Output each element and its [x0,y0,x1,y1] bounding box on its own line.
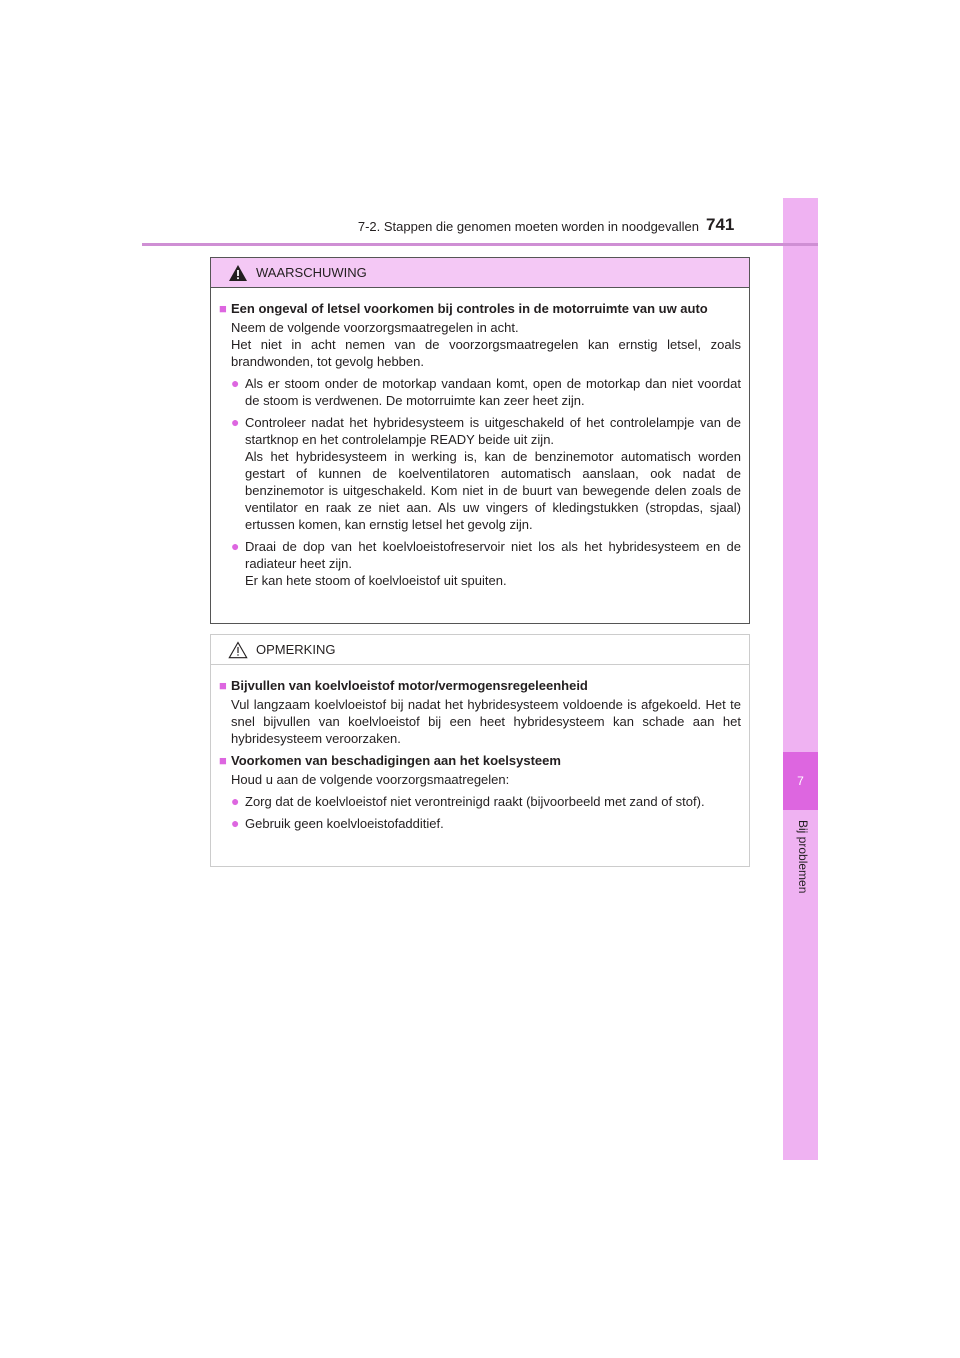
square-bullet-icon: ■ [219,753,227,768]
note-section-title [219,752,741,769]
warning-bullet-line: Controleer nadat het hybridesysteem is uitgeschakeld of het controlelampje van de startknop en het controlelampje READY beide uit zijn. [245,415,741,447]
warning-header [211,258,749,288]
warning-section-title [219,300,741,317]
warning-triangle-icon [228,264,248,282]
warning-bullet [219,414,741,533]
side-tab [783,198,818,1160]
page-number: 741 [706,215,735,234]
warning-body [211,288,749,589]
warning-bullet-line: Draai de dop van het koelvloeistofreservoir niet los als het hybridesysteem en de radiateur heet zijn. [245,539,741,571]
square-bullet-icon: ■ [219,301,227,316]
warning-bullet-line: Er kan hete stoom of koelvloeistof uit spuiten. [245,573,507,588]
warning-bullet-text [245,375,741,409]
warning-bullet-line: Als er stoom onder de motorkap vandaan komt, open de motorkap dan niet voordat de stoom is verdwenen. De motorruimte kan zeer heet zijn. [245,376,741,408]
note-title-text: Bijvullen van koelvloeistof motor/vermogensregeleenheid [231,678,588,693]
warning-bullet [219,538,741,589]
circle-bullet-icon: ● [231,414,240,430]
section-header-title: 7-2. Stappen die genomen moeten worden in noodgevallen [357,219,699,234]
note-title-text: Voorkomen van beschadigingen aan het koelsysteem [231,753,561,768]
warning-bullet-line: Als het hybridesysteem in werking is, kan de benzinemotor automatisch worden gestart of kunnen de koelventilatoren automatisch aanslaan, ook nadat de benzinemotor is uitgeschakeld. Kom niet in de buurt van bewegende delen zoals de ventilator en raak ze niet aan. Als uw vingers of kledingstukken (stropdas, sjaal) ertussen komen, kan ernstig letsel het gevolg zijn. [245,449,741,532]
circle-bullet-icon: ● [231,793,240,809]
note-bullet-text: Zorg dat de koelvloeistof niet verontreinigd raakt (bijvoorbeeld met zand of stof). [245,794,705,809]
warning-bullet [219,375,741,409]
note-heading: OPMERKING [256,642,336,657]
note-header [211,635,749,665]
header-rule [142,243,818,246]
chapter-label: Bij problemen [796,820,810,894]
warning-intro [219,319,741,370]
warning-intro-line: Het niet in acht nemen van de voorzorgsmaatregelen kan ernstig letsel, zoals brandwonden, tot gevolg hebben. [231,337,741,369]
caution-outline-icon [228,641,248,659]
note-section-title [219,677,741,694]
note-box [210,634,750,867]
note-bullet-text: Gebruik geen koelvloeistofadditief. [245,816,444,831]
note-bullet [219,815,741,832]
square-bullet-icon: ■ [219,678,227,693]
note-bullet [219,793,741,810]
note-paragraph: Vul langzaam koelvloeistof bij nadat het hybridesysteem voldoende is afgekoeld. Het te snel bijvullen van koelvloeistof bij een heet hybridesysteem kan schade aan het hybridesysteem veroorzaken. [231,697,741,746]
note-body [211,665,749,832]
note-paragraph: Houd u aan de volgende voorzorgsmaatregelen: [231,772,510,787]
circle-bullet-icon: ● [231,815,240,831]
warning-intro-line: Neem de volgende voorzorgsmaatregelen in acht. [231,320,519,335]
warning-heading: WAARSCHUWING [256,265,367,280]
chapter-number: 7 [783,752,818,810]
warning-title-text: Een ongeval of letsel voorkomen bij controles in de motorruimte van uw auto [231,301,708,316]
warning-bullet-text [245,538,741,589]
circle-bullet-icon: ● [231,375,240,391]
warning-bullet-text [245,414,741,533]
warning-box [210,257,750,624]
circle-bullet-icon: ● [231,538,240,554]
